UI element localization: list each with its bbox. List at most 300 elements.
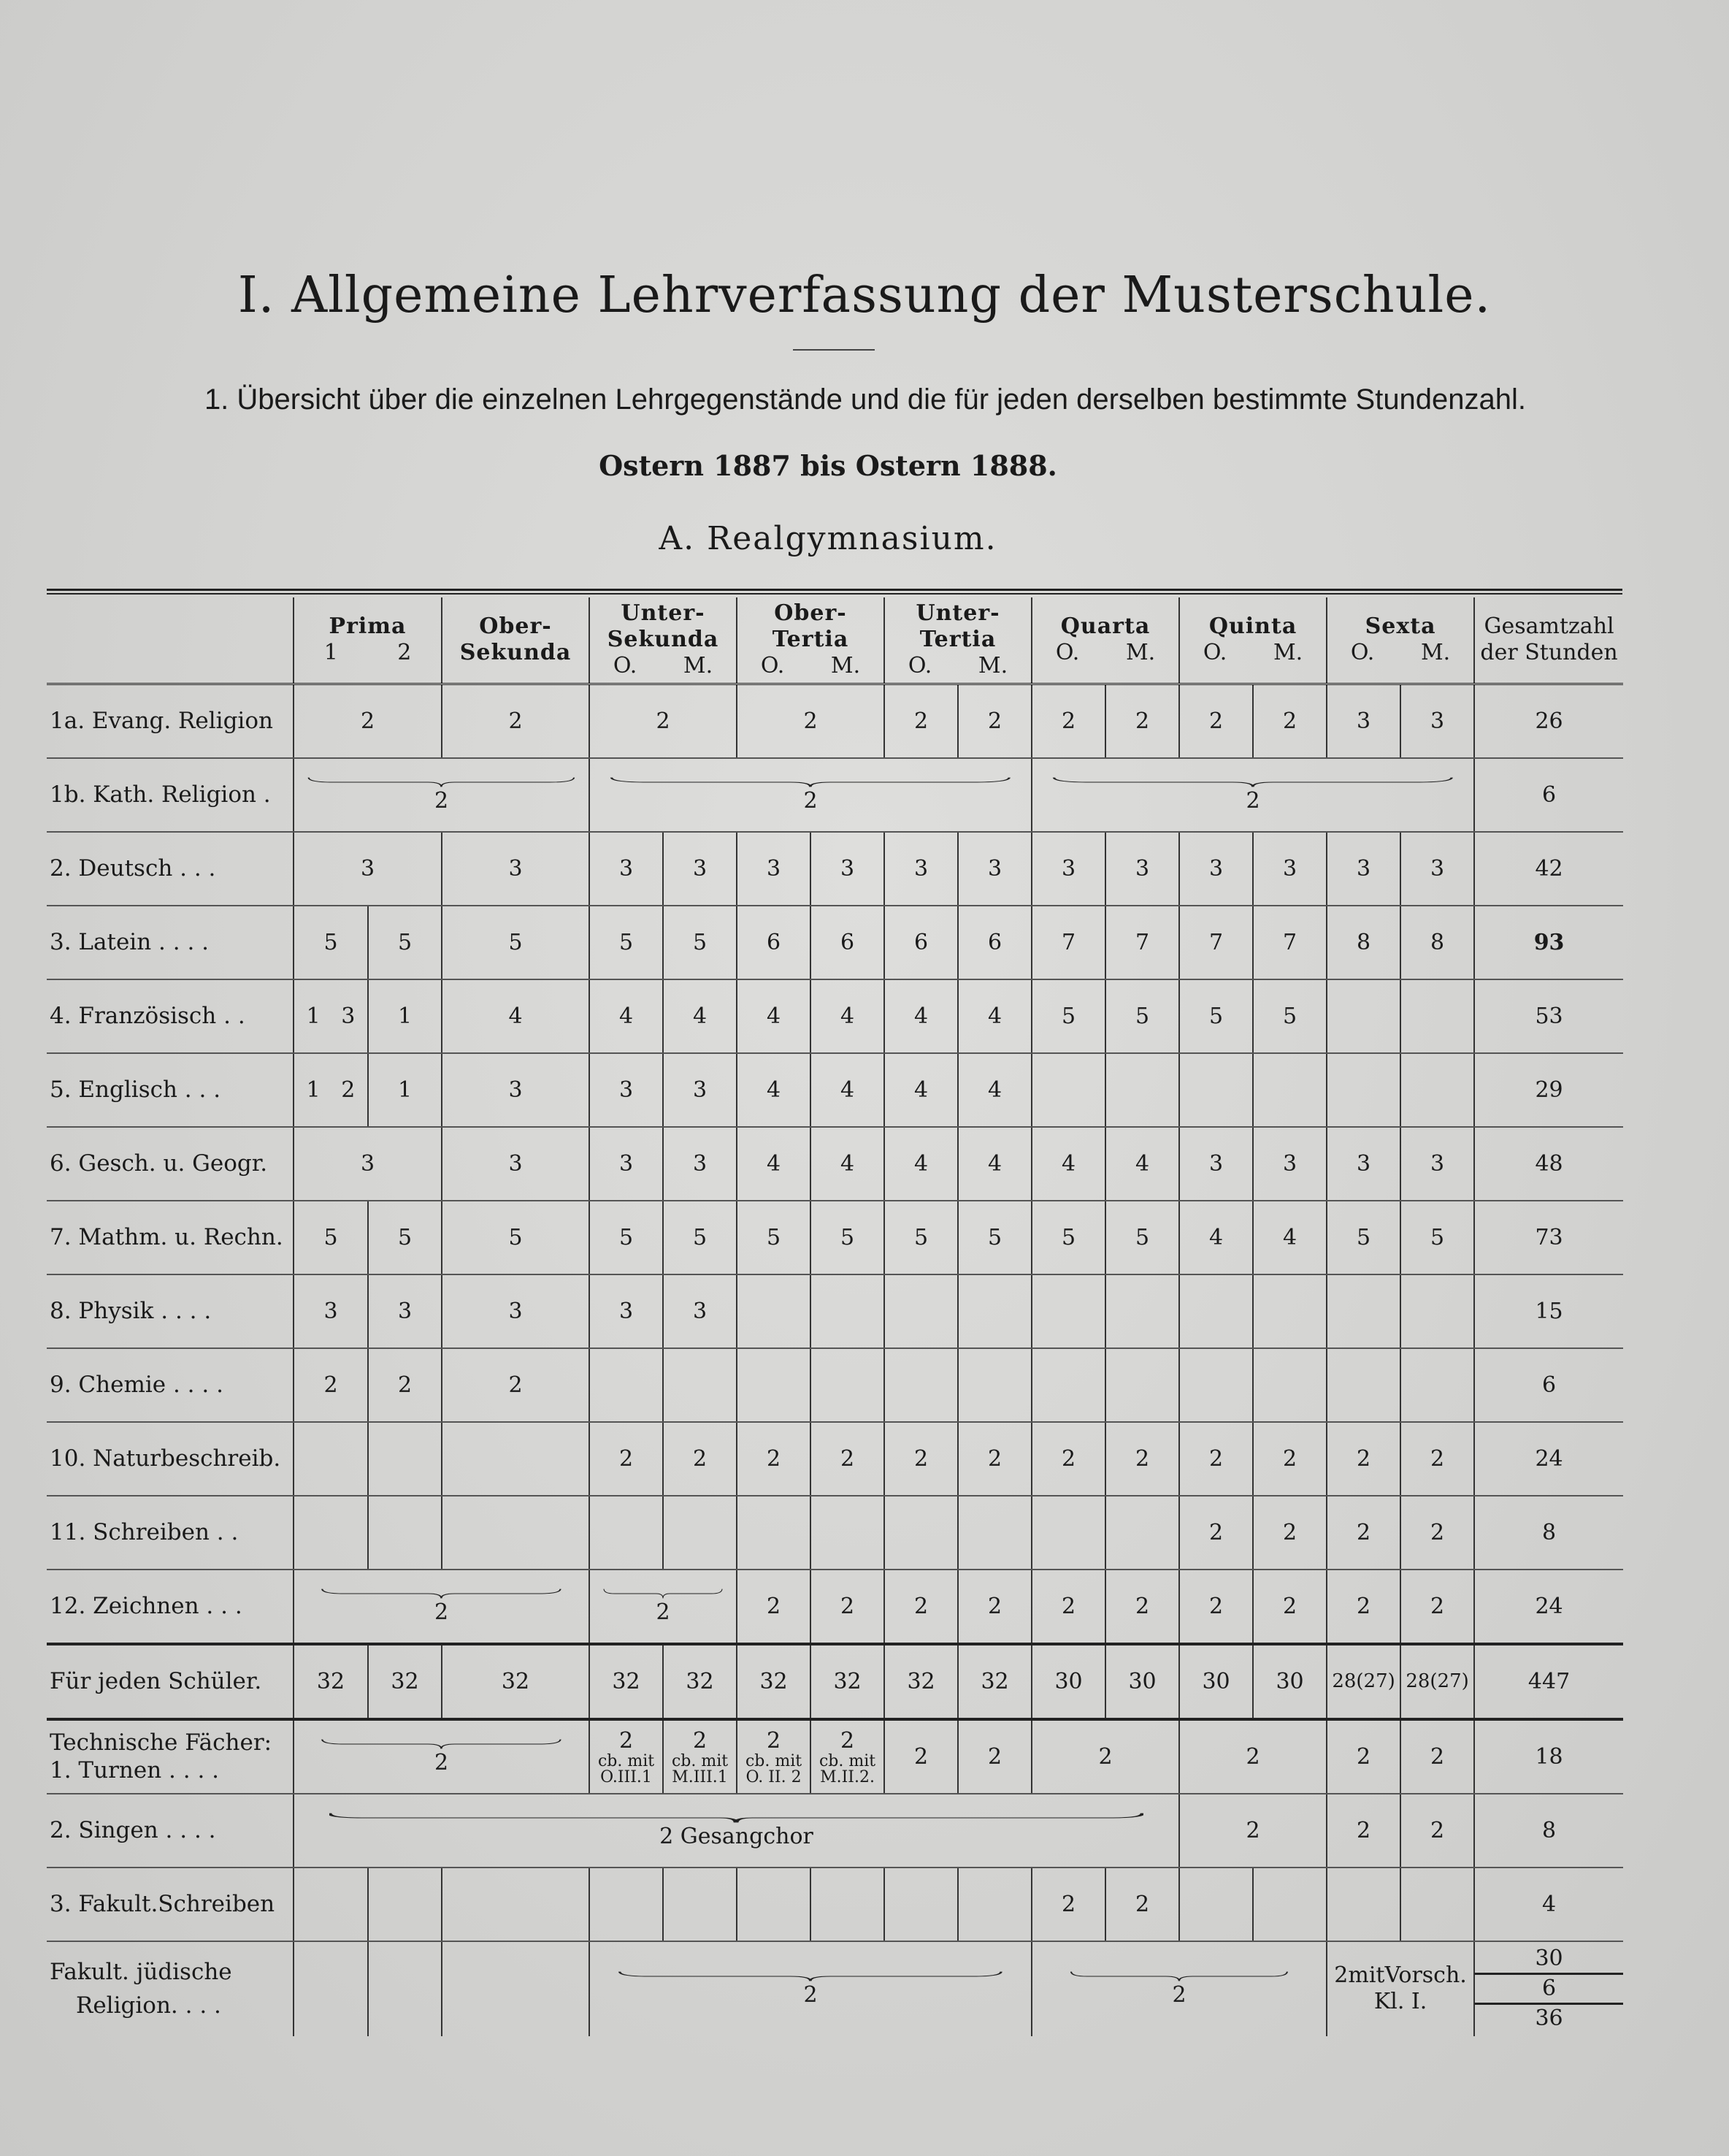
cell (368, 1868, 442, 1941)
header-subject (47, 597, 294, 684)
cell: 2 (884, 1719, 958, 1794)
cell (1105, 1053, 1179, 1127)
brace-icon (596, 1588, 730, 1599)
cell: 3 (442, 1127, 589, 1201)
cell (1179, 1348, 1253, 1422)
table-row (47, 1868, 1623, 1941)
table-row (47, 979, 1623, 1053)
cell: 8 (1327, 906, 1400, 979)
cell: 5 (589, 1201, 663, 1274)
brace-cell (294, 1719, 589, 1794)
table-top-rule-2 (47, 593, 1622, 595)
cell-note-line: M.III.1 (672, 1767, 728, 1786)
cell (1105, 1348, 1179, 1422)
cell: 3 (663, 1053, 737, 1127)
period-heading: Ostern 1887 bis Ostern 1888. (599, 449, 1057, 482)
brace-cell (589, 1941, 1032, 2036)
cell: 5 (442, 906, 589, 979)
cell (1400, 1053, 1474, 1127)
cell (1253, 1274, 1327, 1348)
header-sexta (1327, 597, 1474, 684)
cell: 3 (1400, 1127, 1474, 1201)
cell: 2 (1179, 1496, 1253, 1570)
table-row (47, 1422, 1623, 1496)
gesangchor-label: 2 Gesangchor (659, 1823, 813, 1849)
cell: 3 (589, 1127, 663, 1201)
cell: 3 (810, 832, 884, 906)
lesson-table (47, 597, 1623, 2036)
cell: 5 (1105, 1201, 1179, 1274)
cell: 2 (1105, 684, 1179, 758)
row-total: 18 (1474, 1719, 1623, 1794)
cell: 5 (663, 1201, 737, 1274)
cell (294, 1496, 368, 1570)
cell: 6 (737, 906, 810, 979)
cell (368, 1496, 442, 1570)
cell: 2 (1172, 1981, 1186, 2008)
header-quinta-label: Quinta (1208, 613, 1297, 640)
row-label-line2: Religion. . . . (76, 1992, 221, 2019)
cell: 3 (589, 1053, 663, 1127)
cell: 5 (663, 906, 737, 979)
cell: 32 (810, 1644, 884, 1719)
brace-cell (294, 1570, 589, 1644)
brace-icon (329, 1812, 1143, 1824)
cell (294, 1422, 368, 1496)
cell (1253, 1348, 1327, 1422)
cell-note-line: 2mitVorsch. (1334, 1962, 1467, 1988)
cell (958, 1348, 1032, 1422)
header-sexta-label: Sexta (1365, 613, 1436, 640)
cell: 3 (1105, 832, 1179, 906)
cell: 4 (1179, 1201, 1253, 1274)
cell: 2 (810, 1570, 884, 1644)
row-label: 1b. Kath. Religion . (47, 758, 294, 832)
cell: 2 (434, 787, 449, 814)
cell: 2 (1032, 684, 1105, 758)
cell: 5 (884, 1201, 958, 1274)
header-m: M. (830, 653, 861, 679)
cell (810, 1496, 884, 1570)
header-prima-1: 1 (323, 640, 338, 666)
cell (442, 1422, 589, 1496)
row-total: 53 (1474, 979, 1623, 1053)
row-total (1474, 1941, 1623, 2036)
cell-note-line: cb. mit (745, 1751, 802, 1770)
cell: 2 (294, 684, 442, 758)
cell: 2 (1032, 1422, 1105, 1496)
row-label-line1: Technische Fächer: (50, 1729, 272, 1756)
cell (663, 1868, 737, 1941)
cell: 3 (1400, 832, 1474, 906)
cell: 2 (341, 1077, 356, 1103)
row-total: 26 (1474, 684, 1623, 758)
header-untertertia-2: Tertia (919, 627, 997, 653)
cell: 6 (884, 906, 958, 979)
cell: 5 (1179, 979, 1253, 1053)
cell: 3 (442, 832, 589, 906)
header-obertertia (737, 597, 884, 684)
cell (589, 1868, 663, 1941)
cell: 3 (442, 1274, 589, 1348)
cell (737, 1868, 810, 1941)
row-total: 29 (1474, 1053, 1623, 1127)
cell: 7 (1179, 906, 1253, 979)
cell: 2 (1327, 1570, 1400, 1644)
row-total: 93 (1474, 906, 1623, 979)
row-label: 9. Chemie . . . . (47, 1348, 294, 1422)
cell: 3 (1400, 684, 1474, 758)
cell: 7 (1253, 906, 1327, 979)
cell: 3 (368, 1274, 442, 1348)
cell (1253, 1868, 1327, 1941)
cell: 2 (1179, 1719, 1327, 1794)
cell (884, 1348, 958, 1422)
cell: 2 (442, 684, 589, 758)
cell (810, 1348, 884, 1422)
cell: 5 (1400, 1201, 1474, 1274)
cell: 3 (663, 832, 737, 906)
brace-icon (607, 776, 1013, 788)
cell: 2 (618, 1727, 634, 1754)
cell: 7 (1032, 906, 1105, 979)
cell: 5 (294, 1201, 368, 1274)
header-prima-label: Prima (329, 613, 407, 640)
cell: 4 (663, 979, 737, 1053)
table-row (47, 1201, 1623, 1274)
cell: 6 (810, 906, 884, 979)
cell: 4 (958, 1053, 1032, 1127)
cell: 4 (1105, 1127, 1179, 1201)
row-label (47, 1719, 294, 1794)
cell (294, 1868, 368, 1941)
brace-icon (1044, 1970, 1314, 1982)
cell: 2 (884, 684, 958, 758)
cell: 4 (589, 979, 663, 1053)
cell: 2 (803, 787, 818, 814)
row-total: 48 (1474, 1127, 1623, 1201)
cell: 2 (692, 1727, 708, 1754)
header-o: O. (760, 653, 785, 679)
table-row (47, 1348, 1623, 1422)
cell: 4 (737, 1127, 810, 1201)
cell: 2 (1246, 787, 1260, 814)
cell: 2 (1179, 1794, 1327, 1868)
cell (1400, 1274, 1474, 1348)
cell: 3 (1032, 832, 1105, 906)
row-label-line1: Fakult. jüdische (50, 1959, 232, 1985)
table-row (47, 1570, 1623, 1644)
row-label: 10. Naturbeschreib. (47, 1422, 294, 1496)
cell: 3 (589, 832, 663, 906)
cell (884, 1868, 958, 1941)
cell: 32 (737, 1644, 810, 1719)
table-row (47, 832, 1623, 906)
brace-icon (1050, 776, 1456, 788)
cell (958, 1496, 1032, 1570)
cell: 5 (1032, 979, 1105, 1053)
header-obertertia-2: Tertia (772, 627, 849, 653)
cell: 4 (442, 979, 589, 1053)
row-label (47, 1941, 294, 2036)
cell: 7 (1105, 906, 1179, 979)
cell: 1 (306, 1003, 321, 1029)
cell (810, 1868, 884, 1941)
cell-note-line: cb. mit (671, 1751, 729, 1770)
header-untersekunda-1: Unter- (621, 600, 705, 627)
cell: 2 (1400, 1719, 1474, 1794)
cell: 2 (1032, 1570, 1105, 1644)
cell: 5 (810, 1201, 884, 1274)
cell (663, 1496, 737, 1570)
cell: 2 (1400, 1794, 1474, 1868)
cell: 5 (589, 906, 663, 979)
cell (810, 1274, 884, 1348)
cell-note (663, 1719, 737, 1794)
cell: 32 (663, 1644, 737, 1719)
cell (1327, 979, 1400, 1053)
cell: 2 (958, 1422, 1032, 1496)
cell: 28(27) (1400, 1644, 1474, 1719)
cell: 5 (1253, 979, 1327, 1053)
cell-note (810, 1719, 884, 1794)
cell: 8 (1400, 906, 1474, 979)
cell: 30 (1032, 1644, 1105, 1719)
cell: 5 (958, 1201, 1032, 1274)
cell: 4 (958, 1127, 1032, 1201)
cell (1327, 1348, 1400, 1422)
header-obersekunda (442, 597, 589, 684)
cell-note (589, 1719, 663, 1794)
row-label: 2. Deutsch . . . (47, 832, 294, 906)
row-label: 7. Mathm. u. Rechn. (47, 1201, 294, 1274)
cell: 32 (368, 1644, 442, 1719)
cell: 28(27) (1327, 1644, 1400, 1719)
cell: 5 (737, 1201, 810, 1274)
cell: 2 (884, 1422, 958, 1496)
cell-note-line: cb. mit (597, 1751, 655, 1770)
table-caption: 1. Übersicht über die einzelnen Lehrgegenstände und die für jeden derselben bestimmte Stundenzahl. (204, 383, 1527, 416)
cell: 4 (958, 979, 1032, 1053)
header-row (47, 597, 1623, 684)
cell (442, 1941, 589, 2036)
table-row-total (47, 1644, 1623, 1719)
header-prima-2: 2 (397, 640, 412, 666)
header-prima (294, 597, 442, 684)
cell: 5 (442, 1201, 589, 1274)
row-total: 42 (1474, 832, 1623, 906)
header-total-1: Gesamtzahl (1484, 613, 1614, 640)
cell: 2 (656, 1599, 670, 1625)
cell: 3 (663, 1127, 737, 1201)
cell: 2 (1327, 1719, 1400, 1794)
cell: 4 (810, 1127, 884, 1201)
header-quinta (1179, 597, 1327, 684)
total-sum: 36 (1535, 2006, 1563, 2031)
header-obertertia-1: Ober- (774, 600, 847, 627)
row-total: 24 (1474, 1570, 1623, 1644)
header-untersekunda-2: Sekunda (607, 627, 719, 653)
cell: 2 (1105, 1570, 1179, 1644)
cell (1032, 1053, 1105, 1127)
total-part: 30 (1475, 1945, 1623, 1975)
cell: 3 (737, 832, 810, 906)
cell: 1 (306, 1077, 321, 1103)
row-label: Für jeden Schüler. (47, 1644, 294, 1719)
cell: 2 (884, 1570, 958, 1644)
cell: 2 (737, 684, 884, 758)
cell: 30 (1179, 1644, 1253, 1719)
row-total: 6 (1474, 1348, 1623, 1422)
cell: 32 (442, 1644, 589, 1719)
cell (1179, 1274, 1253, 1348)
cell (1032, 1274, 1105, 1348)
header-total (1474, 597, 1623, 684)
cell: 2 (958, 684, 1032, 758)
cell: 4 (810, 979, 884, 1053)
cell: 1 (368, 979, 442, 1053)
table-row (47, 1941, 1623, 2036)
cell: 2 (958, 1570, 1032, 1644)
cell: 2 (1400, 1570, 1474, 1644)
cell: 3 (589, 1274, 663, 1348)
row-label: 6. Gesch. u. Geogr. (47, 1127, 294, 1201)
header-quarta-label: Quarta (1060, 613, 1151, 640)
brace-cell (294, 758, 589, 832)
row-total: 6 (1474, 758, 1623, 832)
cell: 32 (958, 1644, 1032, 1719)
cell-note (737, 1719, 810, 1794)
row-label: 3. Latein . . . . (47, 906, 294, 979)
cell: 4 (810, 1053, 884, 1127)
cell (1032, 1496, 1105, 1570)
cell (884, 1496, 958, 1570)
header-o: O. (1350, 640, 1375, 666)
cell: 2 (1179, 684, 1253, 758)
cell: 2 (589, 1422, 663, 1496)
cell (1400, 979, 1474, 1053)
cell-group (294, 979, 368, 1053)
cell (1253, 1053, 1327, 1127)
row-label: 4. Französisch . . (47, 979, 294, 1053)
header-obersekunda-2: Sekunda (459, 640, 572, 666)
table-row (47, 906, 1623, 979)
cell: 2 (1253, 1570, 1327, 1644)
cell (1400, 1868, 1474, 1941)
cell: 3 (884, 832, 958, 906)
cell-note-line: Kl. I. (1373, 1989, 1427, 2014)
cell (737, 1274, 810, 1348)
cell (294, 1941, 368, 2036)
row-total: 447 (1474, 1644, 1623, 1719)
cell (1400, 1348, 1474, 1422)
cell: 2 (434, 1749, 449, 1775)
header-o: O. (1055, 640, 1080, 666)
row-total: 15 (1474, 1274, 1623, 1348)
cell: 1 (368, 1053, 442, 1127)
row-total: 8 (1474, 1496, 1623, 1570)
cell (737, 1496, 810, 1570)
table-row (47, 1127, 1623, 1201)
cell: 3 (1327, 684, 1400, 758)
header-quarta (1032, 597, 1179, 684)
cell: 2 (1327, 1496, 1400, 1570)
cell (1105, 1274, 1179, 1348)
cell: 2 (1032, 1719, 1179, 1794)
brace-cell (1032, 758, 1474, 832)
cell: 2 (663, 1422, 737, 1496)
cell: 5 (368, 1201, 442, 1274)
cell: 2 (766, 1727, 781, 1754)
header-untersekunda (589, 597, 737, 684)
brace-cell (1032, 1941, 1327, 2036)
cell: 3 (1179, 1127, 1253, 1201)
cell: 2 (1105, 1422, 1179, 1496)
cell: 3 (958, 832, 1032, 906)
header-o: O. (613, 653, 637, 679)
cell: 4 (884, 1127, 958, 1201)
cell: 3 (442, 1053, 589, 1127)
row-label: 11. Schreiben . . (47, 1496, 294, 1570)
cell: 3 (1179, 832, 1253, 906)
cell: 3 (1327, 1127, 1400, 1201)
cell (1179, 1868, 1253, 1941)
header-m: M. (1125, 640, 1156, 666)
cell-group (294, 1053, 368, 1127)
cell: 2 (1179, 1422, 1253, 1496)
cell (958, 1868, 1032, 1941)
header-o: O. (908, 653, 932, 679)
cell: 4 (737, 1053, 810, 1127)
brace-cell (589, 1570, 737, 1644)
section-heading: A. Realgymnasium. (659, 520, 997, 557)
cell: 4 (884, 1053, 958, 1127)
cell (589, 1496, 663, 1570)
cell: 2 (294, 1348, 368, 1422)
brace-icon (306, 1738, 577, 1750)
cell: 2 (434, 1599, 449, 1625)
cell-note-line: cb. mit (819, 1751, 876, 1770)
header-m: M. (683, 653, 713, 679)
cell: 2 (1179, 1570, 1253, 1644)
cell: 3 (294, 1274, 368, 1348)
header-obersekunda-1: Ober- (479, 613, 552, 640)
cell-note (1327, 1941, 1474, 2036)
header-o: O. (1203, 640, 1227, 666)
cell: 2 (737, 1570, 810, 1644)
page-title: I. Allgemeine Lehrverfassung der Musterschule. (237, 267, 1492, 324)
cell: 2 (958, 1719, 1032, 1794)
cell: 2 (589, 684, 737, 758)
cell: 2 (1253, 1422, 1327, 1496)
cell (589, 1348, 663, 1422)
cell: 3 (663, 1274, 737, 1348)
brace-icon (306, 1588, 577, 1599)
row-total: 73 (1474, 1201, 1623, 1274)
cell: 32 (294, 1644, 368, 1719)
header-m: M. (1273, 640, 1303, 666)
table-top-rule (47, 589, 1622, 591)
cell: 2 (803, 1981, 818, 2008)
header-untertertia (884, 597, 1032, 684)
total-part: 6 (1475, 1975, 1623, 2005)
cell: 3 (294, 1127, 442, 1201)
cell: 3 (294, 832, 442, 906)
cell: 32 (884, 1644, 958, 1719)
cell: 5 (1032, 1201, 1105, 1274)
cell (1105, 1496, 1179, 1570)
cell: 32 (589, 1644, 663, 1719)
